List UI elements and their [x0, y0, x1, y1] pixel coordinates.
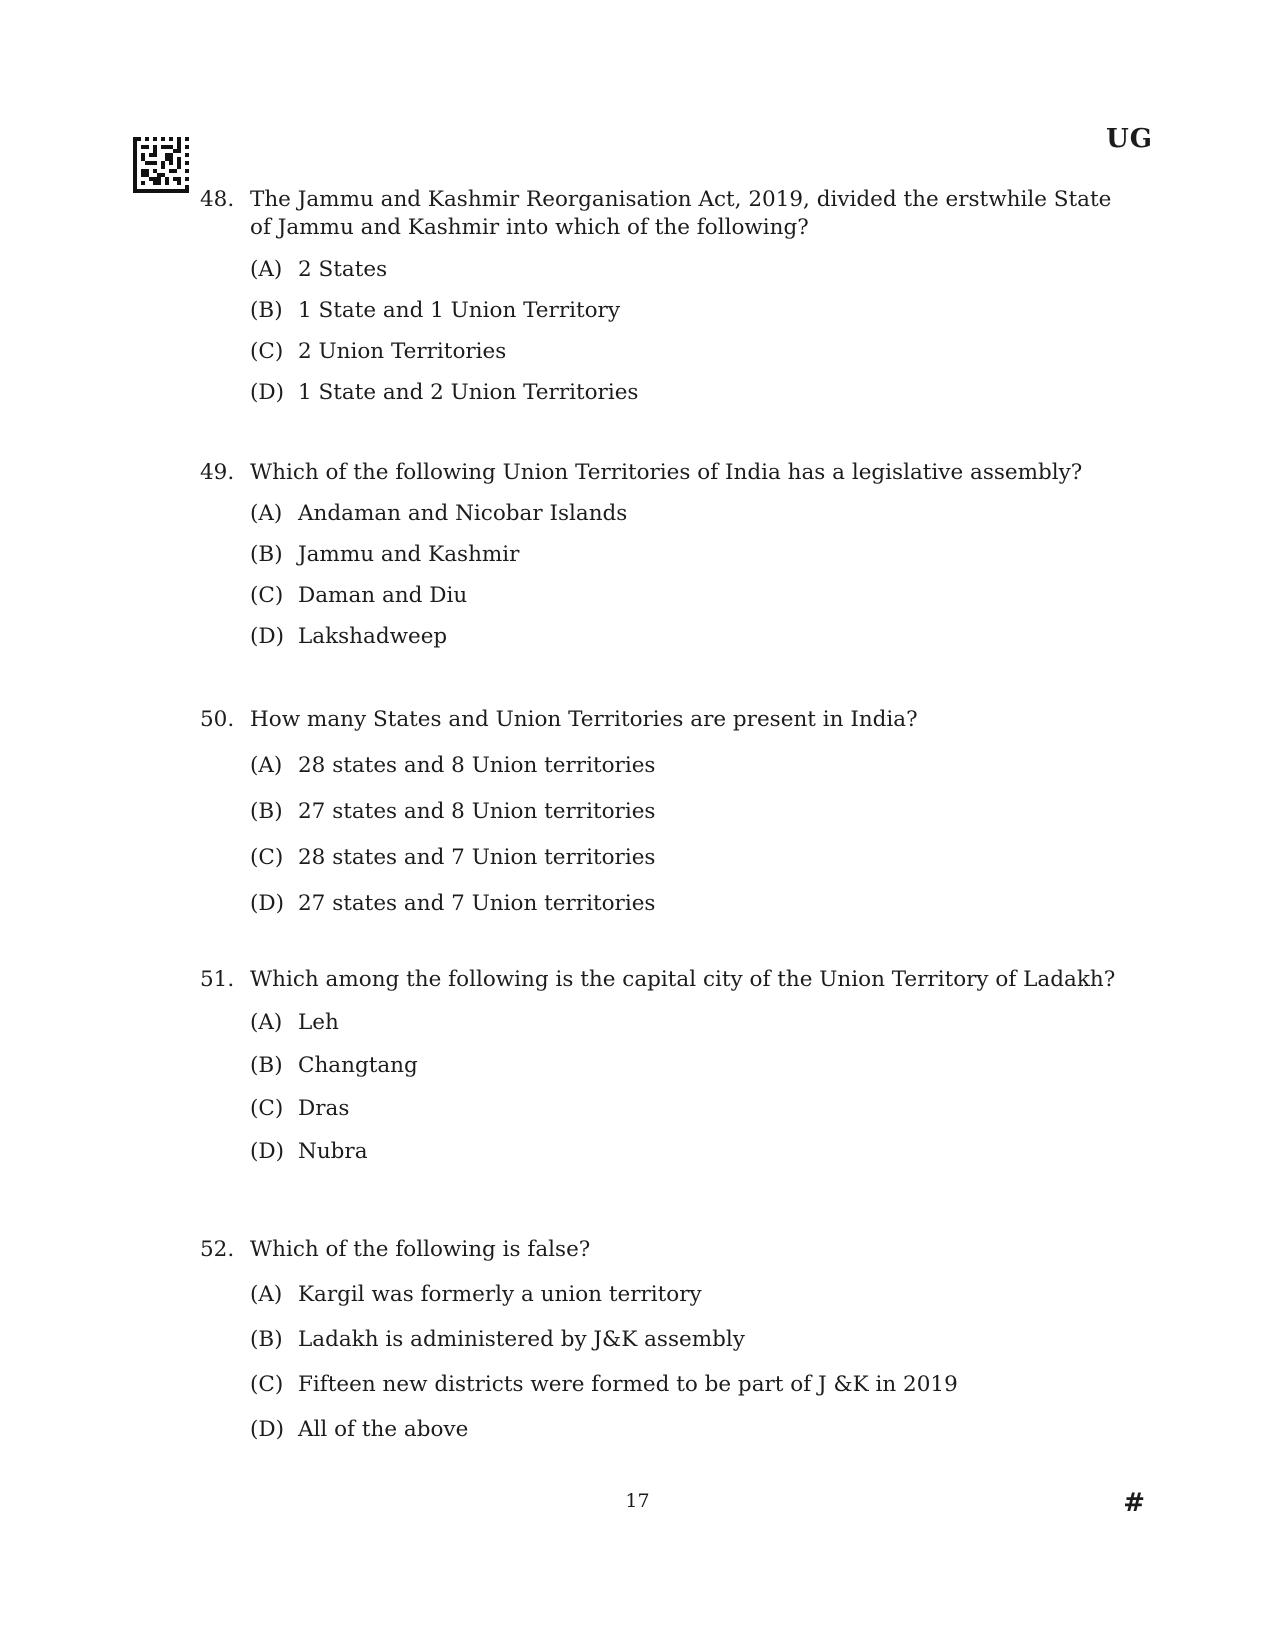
option-a: (A) Leh: [250, 1010, 339, 1035]
question-49: [200, 459, 1120, 651]
question-text: Which of the following is false?: [250, 1237, 591, 1262]
option-c: (C) 2 Union Territories: [250, 339, 507, 364]
question-51: [200, 966, 1120, 1166]
qr-code: [133, 137, 189, 193]
question-number: 48.: [200, 187, 235, 212]
question-number: 51.: [200, 967, 235, 992]
question-48: [200, 186, 1120, 407]
option-b: (B) Ladakh is administered by J&K assembly: [250, 1327, 745, 1352]
page-number: 17: [625, 1490, 650, 1512]
option-d: (D) Nubra: [250, 1139, 368, 1164]
option-b: (B) Jammu and Kashmir: [250, 542, 520, 567]
option-a: (A) Andaman and Nicobar Islands: [250, 501, 628, 526]
option-b: (B) 1 State and 1 Union Territory: [250, 298, 620, 323]
option-c: (C) Dras: [250, 1096, 350, 1121]
option-d: (D) 27 states and 7 Union territories: [250, 891, 656, 916]
question-52: [200, 1236, 1120, 1444]
option-c: (C) 28 states and 7 Union territories: [250, 845, 656, 870]
question-text: Which among the following is the capital city of the Union Territory of Ladakh?: [250, 967, 1116, 992]
hash-mark: #: [1123, 1488, 1145, 1518]
option-a: (A) 28 states and 8 Union territories: [250, 753, 656, 778]
option-a: (A) 2 States: [250, 257, 388, 282]
question-text: The Jammu and Kashmir Reorganisation Act, 2019, divided the erstwhile State of Jammu and Kashmir into which of the following?: [250, 187, 1112, 240]
question-number: 50.: [200, 707, 235, 732]
option-b: (B) 27 states and 8 Union territories: [250, 799, 656, 824]
paper-code-tag: UG: [1106, 124, 1153, 154]
option-a: (A) Kargil was formerly a union territory: [250, 1282, 702, 1307]
option-c: (C) Daman and Diu: [250, 583, 468, 608]
option-d: (D) 1 State and 2 Union Territories: [250, 380, 639, 405]
option-d: (D) Lakshadweep: [250, 624, 448, 649]
question-text: How many States and Union Territories are present in India?: [250, 707, 918, 732]
option-c: (C) Fifteen new districts were formed to be part of J &K in 2019: [250, 1372, 958, 1397]
option-b: (B) Changtang: [250, 1053, 418, 1078]
question-number: 52.: [200, 1237, 235, 1262]
question-text: Which of the following Union Territories of India has a legislative assembly?: [250, 460, 1083, 485]
question-number: 49.: [200, 460, 235, 485]
question-50: [200, 706, 1120, 918]
option-d: (D) All of the above: [250, 1417, 469, 1442]
